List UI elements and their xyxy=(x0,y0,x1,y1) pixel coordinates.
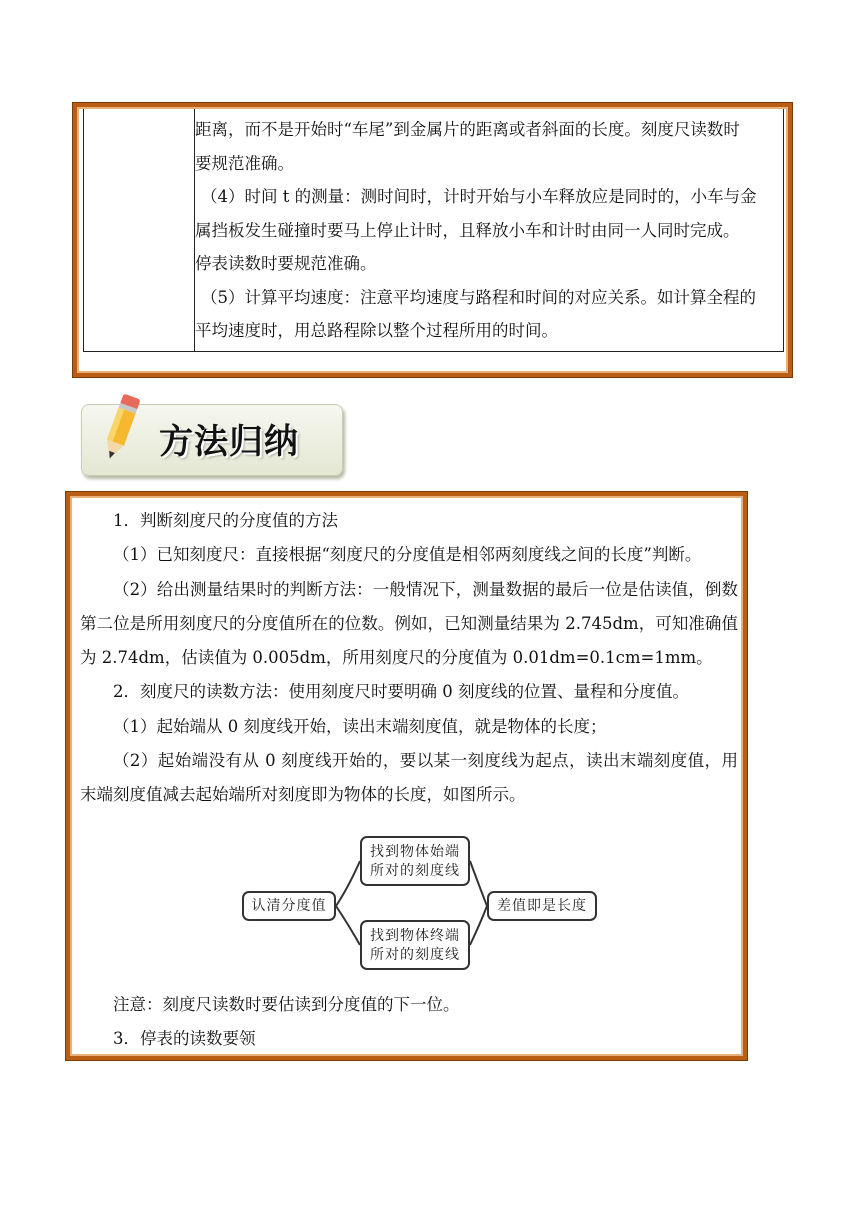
diagram-node-find-start xyxy=(360,836,470,886)
table-line: 平均速度时，用总路程除以整个过程所用的时间。 xyxy=(195,321,558,340)
diagram-node-identify-division xyxy=(242,891,336,921)
section-banner xyxy=(81,400,343,478)
table-frame xyxy=(73,103,792,377)
node-label: 找到物体终端 xyxy=(370,928,460,944)
paragraph: （1）已知刻度尺：直接根据“刻度尺的分度值是相邻两刻度线之间的长度”判断。 xyxy=(113,545,702,565)
node-label: 找到物体始端 xyxy=(370,844,460,860)
note-paragraph: 注意：刻度尺读数时要估读到分度值的下一位。 xyxy=(113,995,460,1014)
node-label: 所对的刻度线 xyxy=(370,863,460,879)
method-frame xyxy=(66,492,747,1060)
table-line: （4）时间 t 的测量：测时间时，计时开始与小车释放应是同时的，小车与金 xyxy=(201,187,757,206)
method-content xyxy=(80,504,738,813)
node-label: 差值即是长度 xyxy=(497,898,587,914)
diagram-node-find-end xyxy=(360,920,470,970)
paragraph: 1．判断刻度尺的分度值的方法 xyxy=(113,511,338,530)
paragraph: （2）给出测量结果时的判断方法：一般情况下，测量数据的最后一位是估读值，倒数第二位是所用刻度尺的分度值所在的位数。例如，已知测量结果为 2.745dm，可知准确值为 2.74dm，估读值为 0.005dm，所用刻度尺的分度值为 0.01dm=0.1cm=1mm。 xyxy=(80,579,738,668)
reading-flow-diagram xyxy=(242,836,602,972)
paragraph: 2．刻度尺的读数方法：使用刻度尺时要明确 0 刻度线的位置、量程和分度值。 xyxy=(113,682,689,702)
pencil-icon xyxy=(89,392,149,468)
paragraph: （2）起始端没有从 0 刻度线开始的，要以某一刻度线为起点，读出末端刻度值，用末端刻度值减去起始端所对刻度即为物体的长度，如图所示。 xyxy=(80,751,738,805)
diagram-node-difference-length xyxy=(487,891,597,921)
method-content-tail xyxy=(80,988,738,1057)
section-title: 方法归纳 xyxy=(159,422,299,462)
table-cell-content xyxy=(195,113,775,348)
node-label: 所对的刻度线 xyxy=(370,947,460,963)
table-line: 属挡板发生碰撞时要马上停止计时，且释放小车和计时由同一人同时完成。 xyxy=(195,220,740,240)
node-label: 认清分度值 xyxy=(251,898,327,914)
paragraph: 3．停表的读数要领 xyxy=(113,1029,256,1049)
table-line: （5）计算平均速度：注意平均速度与路程和时间的对应关系。如计算全程的 xyxy=(201,287,756,307)
table-line: 要规范准确。 xyxy=(195,153,294,173)
paragraph: （1）起始端从 0 刻度线开始，读出末端刻度值，就是物体的长度； xyxy=(113,716,607,736)
table-line: 距离，而不是开始时“车尾”到金属片的距离或者斜面的长度。刻度尺读数时 xyxy=(195,120,740,139)
table-line: 停表读数时要规范准确。 xyxy=(195,254,377,273)
